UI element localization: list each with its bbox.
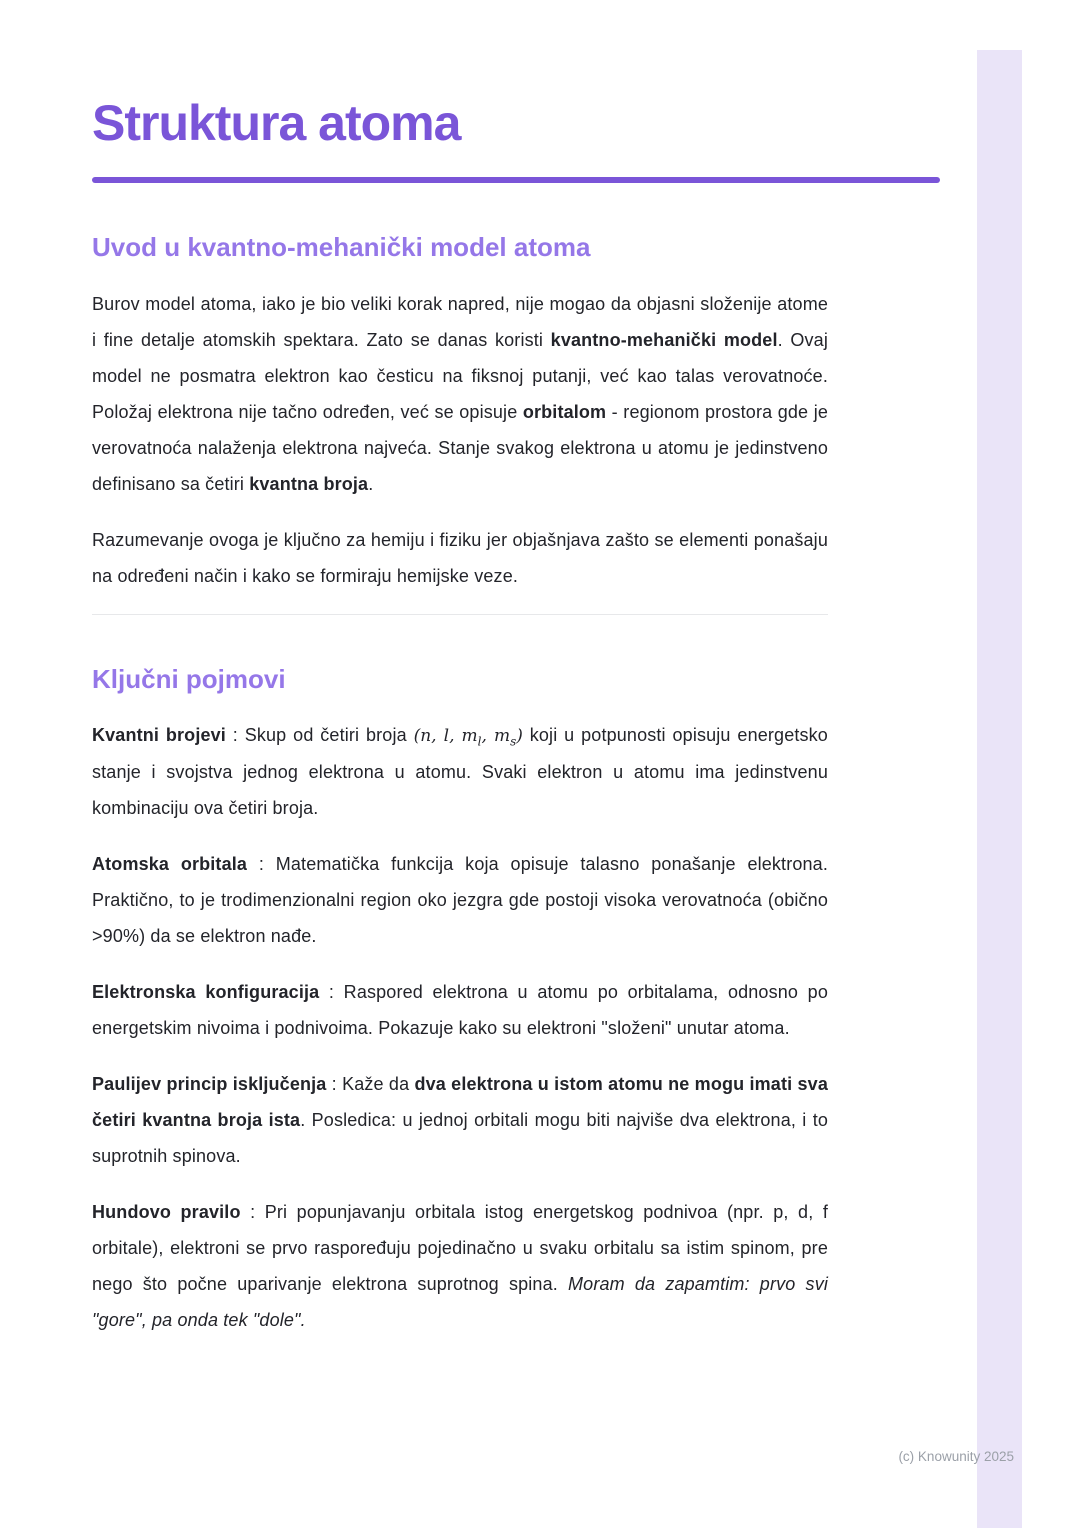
text-segment: Kvantni brojevi (92, 725, 226, 745)
text-segment: Razumevanje ovoga je ključno za hemiju i fiziku jer objašnjava zašto se elementi ponašaju na određeni način i kako se formiraju hemijske veze. (92, 529, 828, 586)
content-column (92, 96, 940, 1358)
paragraph (92, 1066, 828, 1174)
text-segment: orbitalom (522, 401, 607, 422)
text-segment: kvantna broja (249, 473, 369, 494)
paragraph (92, 286, 828, 502)
copyright-note: (c) Knowunity 2025 (898, 1449, 1014, 1464)
paragraph (92, 522, 828, 594)
page-title: Struktura atoma (92, 95, 461, 151)
text-segment: Paulijev princip isključenja (92, 1074, 327, 1094)
sections-container (92, 231, 940, 1338)
section-heading: Uvod u kvantno-mehanički model atoma (92, 232, 591, 262)
text-segment: : Raspored elektrona u atomu po orbitalama, odnosno po energetskim nivoima i podnivoima. Pokazuje kako su elektroni "složeni" unutar atoma. (92, 982, 829, 1038)
text-segment: kvantno-mehanički model (550, 329, 778, 350)
text-segment: dva elektrona u istom atomu ne mogu imati sva četiri kvantna broja ista (92, 1074, 828, 1130)
text-segment: . Posledica: u jednoj orbitali mogu biti najviše dva elektrona, i to suprotnih spinova. (92, 1110, 829, 1166)
text-segment: Atomska orbitala (92, 854, 248, 874)
right-accent-strip (977, 50, 1022, 1528)
paragraph (92, 974, 828, 1046)
inline-math: (n, l, $m_l$, $m_s$) (413, 726, 523, 749)
text-segment: - regionom prostora gde je verovatnoća nalaženja elektrona najveća. Stanje svakog elektrona u atomu je jedinstveno definisano sa četiri (92, 401, 829, 494)
text-segment: koji u potpunosti opisuju energetsko stanje i svojstva jednog elektrona u atomu. Svaki elektron u atomu ima jedinstvenu kombinaciju ova četiri broja. (92, 725, 828, 818)
text-segment: : Kaže da (326, 1074, 415, 1094)
text-segment: Moram da zapamtim: prvo svi "gore", pa onda tek "dole". (92, 1274, 828, 1330)
text-segment: . (368, 473, 374, 494)
text-segment: : Skup od četiri broja (225, 725, 414, 745)
title-underline-rule (92, 177, 940, 183)
text-segment: Hundovo pravilo (92, 1202, 241, 1222)
text-segment: : Matematička funkcija koja opisuje talasno ponašanje elektrona. Praktično, to je trodimenzionalni region oko jezgra gde postoji visoka verovatnoća (obično >90%) da se elektron nađe. (92, 854, 828, 946)
text-segment: Burov model atoma, iako je bio veliki korak napred, nije mogao da objasni složenije atome i fine detalje atomskih spektara. Zato se danas koristi (92, 293, 828, 350)
text-segment: : Pri popunjavanju orbitala istog energetskog podnivoa (npr. p, d, f orbitale), elektroni se prvo raspoređuju pojedinačno u svaku orbitalu sa istim spinom, pre nego što počne uparivanje elektrona suprotnog spina. (92, 1202, 828, 1294)
section-heading: Ključni pojmovi (92, 663, 286, 694)
text-segment: . Ovaj model ne posmatra elektron kao česticu na fiksnoj putanji, već kao talas verovatnoće. Položaj elektrona nije tačno određen, već se opisuje (92, 329, 828, 422)
text-segment: Elektronska konfiguracija (92, 982, 320, 1002)
paragraph (92, 717, 828, 826)
paragraph (92, 846, 828, 954)
section-divider (92, 614, 828, 615)
paragraph (92, 1194, 828, 1338)
